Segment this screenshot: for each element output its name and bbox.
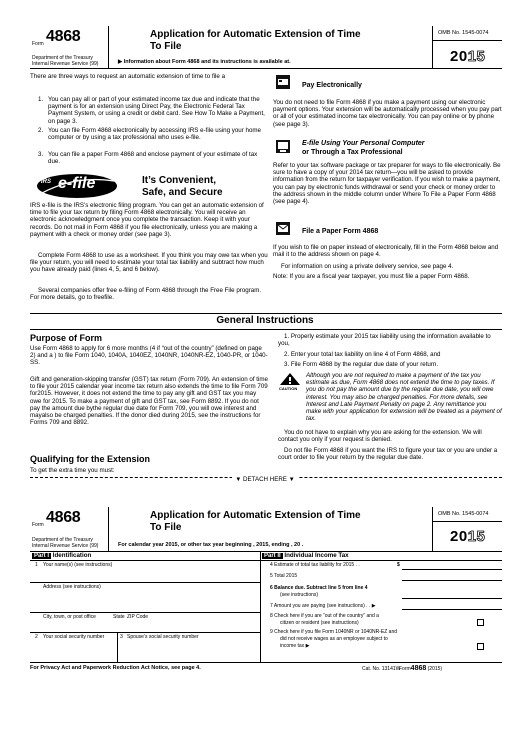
line5-field[interactable] — [402, 572, 502, 580]
caution-text: Although you are not required to make a payment of the tax you estimate as due, Form 4868 does not extend the time to pay taxes. If you do not pay the amount due by the regular due date, you will owe interest. You may also be charged penalties. For more details, see Interest and Late Payment Penalty on page 2. Any remittance you make with your application for extension will be treated as a payment of tax. — [306, 372, 502, 423]
line8-label-b: citizen or resident (see instructions) — [280, 620, 359, 626]
note-text: Note: If you are a fiscal year taxpayer, you must file a paper Form 4868. — [273, 273, 470, 280]
req-1: 1. Properly estimate your 2015 tax liability using the information available to you, — [278, 333, 491, 348]
gift-text: Gift and generation-skipping transfer (GST) tax return (Form 709). An extension of time to file your 2015 calendar year income tax return also extends the time to file Form 709 for2015. However, it does not extend the time to pay any gift and GST tax you may owe for 2015. To make a payment of gift and GST tax, see Form 8892. If you do not pay the amount due bythe regular due date for Form 709, you will owe interest and mayalso be charged penalties. If the donor died during 2015, see the instructions for Forms 709 and 8892. — [30, 376, 268, 427]
line6-label-b: (see instructions) — [280, 592, 319, 598]
req-3: 3. File Form 4868 by the regular due date of your return. — [284, 361, 439, 368]
line2-num: 2 — [35, 634, 38, 640]
line1-label: Your name(s) (see instructions) — [43, 562, 113, 568]
paper-text1: If you wish to file on paper instead of electronically, fill in the Form 4868 below and mail it to the address shown on page 4. — [273, 244, 499, 259]
req-2: 2. Enter your total tax liability on line 4 of Form 4868, and — [284, 351, 441, 358]
intro-lead: There are three ways to request an automatic extension of time to file a — [30, 73, 226, 80]
line7-label: 7 Amount you are paying (see instructions) . . ▶ — [270, 603, 376, 609]
address-label: Address (see instructions) — [43, 584, 101, 590]
name-field[interactable] — [31, 568, 259, 582]
line7-field[interactable] — [402, 601, 502, 609]
caution-icon: CAUTION — [279, 372, 301, 392]
req-4: You do not have to explain why you are asking for the extension. We will contact you only if your request is denied. — [278, 429, 482, 444]
paper-text2: For information on using a private delivery service, see page 4. — [281, 263, 454, 270]
form2-title-1: Application for Automatic Extension of Time — [150, 510, 361, 521]
efile-heading-1: E-file Using Your Personal Computer — [302, 140, 425, 147]
req-5: Do not file Form 4868 if you want the IRS to figure your tax or you are under a court order to file your return by the regular due date. — [278, 447, 498, 462]
paper-heading: File a Paper Form 4868 — [302, 228, 379, 235]
irs-efile-logo: IRS e-file — [36, 173, 118, 199]
form2-title-2: To File — [150, 522, 182, 533]
line4-field[interactable] — [402, 561, 502, 569]
line8-checkbox[interactable] — [477, 619, 484, 626]
intro-item3-num: 3. — [38, 151, 44, 158]
title-line2: To File — [150, 41, 182, 52]
footer-cat-no: Cat. No. 13141W — [362, 666, 401, 672]
convenient-para3: Several companies offer free e-filing of Form 4868 through the Free File program. For more details, go to freefile. — [30, 287, 262, 302]
detach-here: ▼ DETACH HERE ▼ — [0, 476, 530, 483]
info-line: ▶ Information about Form 4868 and its instructions is available at. — [118, 59, 291, 65]
form2-dept1: Department of the Treasury — [32, 537, 93, 543]
ssn-field[interactable] — [31, 641, 115, 661]
intro-item1: You can pay all or part of your estimated income tax due and indicate that the payment is for an extension using Direct Pay, the Electronic Federal Tax Payment System, or using a credit or debit card. See How To Make a Payment, on page 3. — [48, 96, 265, 125]
purpose-text: Use Form 4868 to apply for 6 more months (4 if “out of the country” (defined on page 2) and a ) to file Form 1040, 1040A, 1040EZ, 1040NR, 1040NR-EZ, 1040-PR, or 1040-SS. — [30, 345, 268, 367]
line5-label: 5 Total 2015 — [270, 573, 298, 579]
part1-header: Part I Identification — [34, 552, 92, 559]
pay-heading: Pay Electronically — [302, 82, 362, 89]
qualify-heading: Qualifying for the Extension — [30, 454, 151, 464]
line4-dollar: $ — [397, 562, 400, 568]
omb-number: OMB No. 1545-0074 — [438, 30, 489, 36]
line3-label: Spouse’s social security number — [127, 634, 199, 640]
form2-year: 2015 — [450, 528, 486, 545]
calendar-line: For calendar year 2015, or other tax year beginning , 2015, ending , 20 . — [118, 542, 304, 548]
form-label: Form — [32, 41, 44, 47]
line3-num: 3 — [120, 634, 123, 640]
title-line1: Application for Automatic Extension of Time — [150, 29, 361, 40]
form2-omb: OMB No. 1545-0074 — [438, 511, 489, 517]
spouse-ssn-field[interactable] — [119, 641, 259, 661]
line8-label-a: 8 Check here if you are “out of the country” and a — [270, 613, 379, 619]
line2-label: Your social security number — [43, 634, 105, 640]
qualify-text: To get the extra time you must: — [30, 467, 115, 474]
line9-label-a: 9 Check here if you file Form 1040NR or 1040NR-EZ and — [270, 629, 398, 635]
state-label: State — [113, 614, 125, 620]
line9-label-b: did not receive wages as an employee subject to — [280, 636, 388, 642]
line4-label: 4 Estimate of total tax liability for 2015 . . — [270, 562, 360, 568]
intro-item1-num: 1. — [38, 96, 44, 103]
general-instructions-heading: General Instructions — [216, 315, 314, 326]
footer-form-ref: Form4868 (2015) — [399, 665, 443, 672]
line6-label-a: 6 Balance due. Subtract line 5 from line 4 — [270, 585, 368, 591]
mail-icon — [276, 222, 290, 235]
computer-icon — [276, 140, 290, 153]
convenient-para1: IRS e-file is the IRS’s electronic filing program. You can get an automatic extension of time to file your tax return by filing Form 4868 electronically. You will receive an electronic acknowledgment once you complete the transaction. Keep it with your records. Do not mail in Form 4868 if you file electronically, unless you are making a payment with a check or money order (see page 3). — [30, 202, 264, 238]
form-number: 4868 — [46, 28, 81, 45]
pay-text: You do not need to file Form 4868 if you make a payment using our electronic payment options. Your extension will be automatically processed when you pay part or all of your estimated income tax electronically. You can pay online or by phone (see page 3). — [273, 99, 502, 128]
intro-item2: You can file Form 4868 electronically by accessing IRS e-file using your home computer or by using a tax professional who uses e-file. — [48, 127, 262, 142]
address-field[interactable] — [31, 590, 259, 612]
line6-field[interactable] — [402, 589, 502, 597]
city-label: City, town, or post office — [43, 614, 96, 620]
form2-number: 4868 — [46, 509, 81, 526]
intro-item3: You can file a paper Form 4868 and enclose payment of your estimate of tax due. — [48, 151, 258, 166]
form2-label: Form — [32, 522, 44, 528]
efile-text: Refer to your tax software package or tax preparer for ways to file electronically. Be sure to have a copy of your 2014 tax return—you will be asked to provide information from the return for taxpayer verification. If you wish to make a payment, you can pay by electronic funds withdrawal or send your check or money order to the address shown in the middle column under Where To File a Paper Form 4868 (see page 4). — [273, 162, 501, 206]
intro-item2-num: 2. — [38, 127, 44, 134]
zip-label: ZIP Code — [127, 614, 149, 620]
footer-privacy: For Privacy Act and Paperwork Reduction Act Notice, see page 4. — [30, 665, 201, 671]
city-state-zip-field[interactable] — [31, 620, 259, 632]
efile-heading-2: or Through a Tax Professional — [302, 149, 403, 156]
convenient-heading-2: Safe, and Secure — [142, 187, 223, 198]
convenient-heading-1: It’s Convenient, — [142, 175, 217, 186]
purpose-heading: Purpose of Form — [30, 333, 103, 343]
pay-electronically-icon — [276, 75, 290, 89]
line9-checkbox[interactable] — [477, 643, 484, 650]
dept-line2: Internal Revenue Service (99) — [32, 61, 99, 67]
convenient-para2: Complete Form 4868 to use as a worksheet. If you think you may owe tax when you file your return, you will need to estimate your total tax liability and subtract how much you have already paid (lines 4, 5, and 6 below). — [30, 252, 268, 274]
form2-dept2: Internal Revenue Service (99) — [32, 543, 99, 549]
dept-line1: Department of the Treasury — [32, 55, 93, 61]
tax-year: 2015 — [450, 48, 486, 65]
line1-num: 1 — [35, 562, 38, 568]
line9-label-c: income tax ▶ — [280, 643, 310, 649]
part2-header: Part II Individual Income Tax — [264, 552, 349, 559]
